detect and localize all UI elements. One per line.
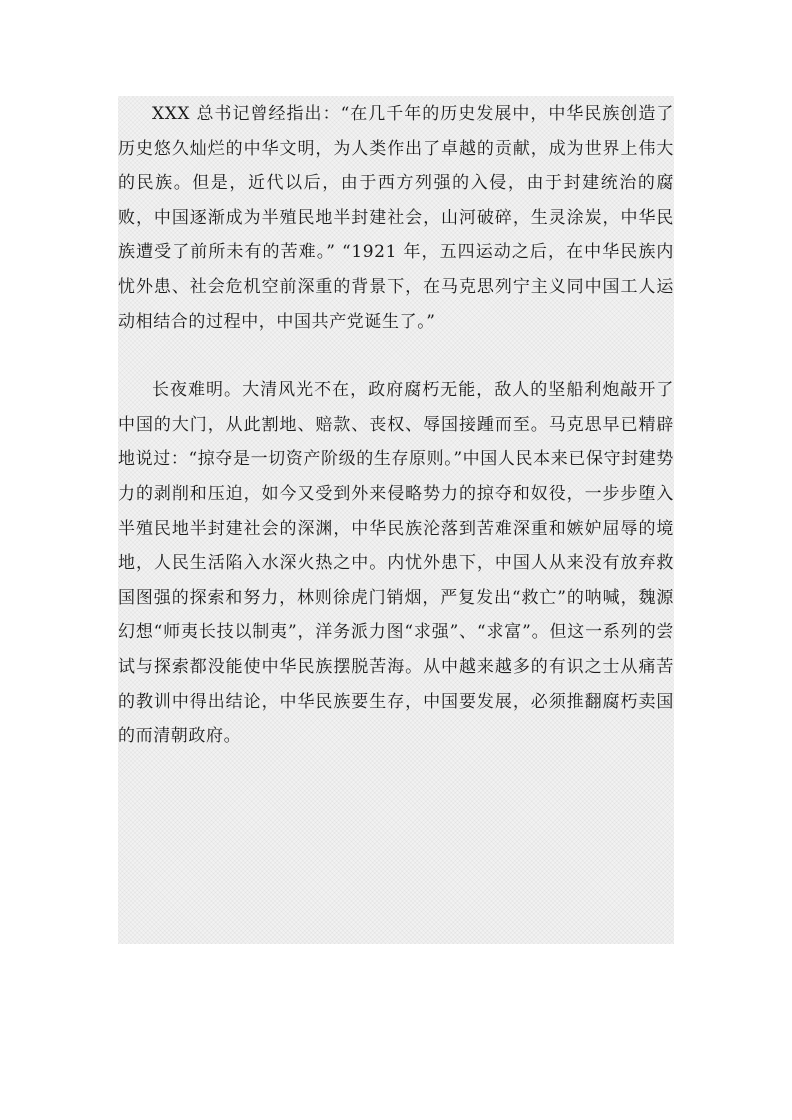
paragraph-quote: XXX 总书记曾经指出：“在几千年的历史发展中，中华民族创造了历史悠久灿烂的中华文明，为人类作出了卓越的贡献，成为世界上伟大的民族。但是，近代以后，由于西方列强的入侵，由于封建统治的腐败，中国逐渐成为半殖民地半封建社会，山河破碎，生灵涂炭，中华民族遭受了前所未有的苦难。” “1921 年，五四运动之后，在中华民族内忧外患、社会危机空前深重的背景下，在马克思列宁主义同中国工人运动相结合的过程中，中国共产党诞生了。” — [118, 104, 674, 332]
text-block — [118, 96, 674, 944]
paragraph-history: 长夜难明。大清风光不在，政府腐朽无能，敌人的坚船利炮敲开了中国的大门，从此割地、赔款、丧权、辱国接踵而至。马克思早已精辟地说过：“掠夺是一切资产阶级的生存原则。”中国人民本来已保守封建势力的剥削和压迫，如今又受到外来侵略势力的掠夺和奴役，一步步堕入半殖民地半封建社会的深渊，中华民族沦落到苦难深重和嫉妒屈辱的境地，人民生活陷入水深火热之中。内忧外患下，中国人从来没有放弃救国图强的探索和努力，林则徐虎门销烟，严复发出“救亡”的呐喊，魏源幻想“师夷长技以制夷”，洋务派力图“求强”、“求富”。但这一系列的尝试与探索都没能使中华民族摆脱苦海。从中越来越多的有识之士从痛苦的教训中得出结论，中华民族要生存，中国要发展，必须推翻腐朽卖国的而清朝政府。 — [118, 380, 674, 747]
